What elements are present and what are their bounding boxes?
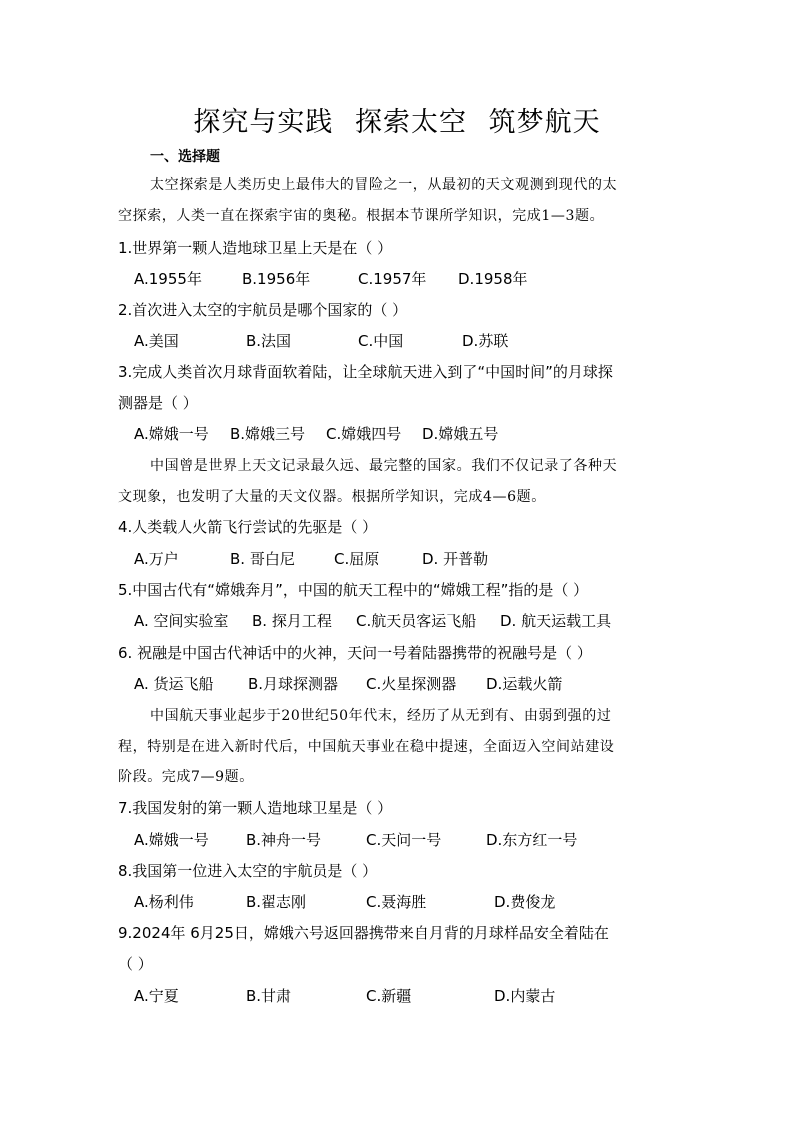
- option[interactable]: D.内蒙古: [494, 987, 556, 1005]
- question-5: 5.中国古代有“嫦娥奔月”，中国的航天工程中的“嫦娥工程”指的是（ ）: [118, 581, 589, 599]
- question-2: 2.首次进入太空的宇航员是哪个国家的（ ）: [118, 301, 408, 319]
- question-9-continued: （ ）: [118, 955, 153, 973]
- option[interactable]: B.甘肃: [246, 987, 292, 1005]
- option[interactable]: B. 探月工程: [252, 612, 332, 630]
- option[interactable]: A. 空间实验室: [134, 612, 229, 630]
- option[interactable]: B.嫦娥三号: [230, 425, 306, 443]
- intro-text: 中国航天事业起步于20世纪50年代末，经历了从无到有、由弱到强的过: [150, 708, 612, 724]
- title-part-2: 探索太空: [355, 107, 467, 138]
- option[interactable]: D.苏联: [462, 332, 509, 350]
- intro-text: 程，特别是在进入新时代后，中国航天事业在稳中提速，全面迈入空间站建设: [118, 739, 615, 755]
- option[interactable]: B.月球探测器: [248, 675, 339, 693]
- intro-text: 太空探索是人类历史上最伟大的冒险之一，从最初的天文观测到现代的太: [150, 177, 618, 193]
- option[interactable]: D.嫦娥五号: [422, 425, 499, 443]
- question-7: 7.我国发射的第一颗人造地球卫星是（ ）: [118, 799, 393, 817]
- question-3: 3.完成人类首次月球背面软着陆，让全球航天进入到了“中国时间”的月球探: [118, 363, 613, 381]
- intro-text: 阶段。完成7—9题。: [118, 769, 254, 785]
- option[interactable]: D.1958年: [458, 270, 528, 288]
- section-heading: 一、选择题: [150, 149, 220, 165]
- intro-text: 空探索，人类一直在探索宇宙的奥秘。根据本节课所学知识，完成1—3题。: [118, 208, 605, 224]
- option[interactable]: A.杨利伟: [134, 893, 194, 911]
- option[interactable]: D. 航天运载工具: [500, 612, 612, 630]
- option[interactable]: D.运载火箭: [486, 675, 563, 693]
- question-1: 1.世界第一颗人造地球卫星上天是在（ ）: [118, 239, 393, 257]
- option[interactable]: D.东方红一号: [486, 831, 578, 849]
- option[interactable]: A. 货运飞船: [134, 675, 214, 693]
- option[interactable]: C.天问一号: [366, 831, 442, 849]
- option[interactable]: A.万户: [134, 550, 179, 568]
- option[interactable]: B. 哥白尼: [230, 550, 295, 568]
- option[interactable]: C.聂海胜: [366, 893, 427, 911]
- option[interactable]: C.屈原: [334, 550, 380, 568]
- option[interactable]: B.法国: [246, 332, 292, 350]
- question-6: 6. 祝融是中国古代神话中的火神，天问一号着陆器携带的祝融号是（ ）: [118, 644, 592, 662]
- intro-text: 文现象，也发明了大量的天文仪器。根据所学知识，完成4—6题。: [118, 489, 546, 505]
- question-9: 9.2024年 6月25日，嫦娥六号返回器携带来自月背的月球样品安全着陆在: [118, 924, 609, 942]
- option[interactable]: C.新疆: [366, 987, 412, 1005]
- question-4: 4.人类载人火箭飞行尝试的先驱是（ ）: [118, 518, 378, 536]
- page-title: [0, 100, 794, 139]
- question-8: 8.我国第一位进入太空的宇航员是（ ）: [118, 862, 378, 880]
- option[interactable]: A.嫦娥一号: [134, 831, 209, 849]
- option[interactable]: D. 开普勒: [422, 550, 489, 568]
- title-part-3: 筑梦航天: [488, 107, 601, 138]
- option[interactable]: C.中国: [358, 332, 404, 350]
- option[interactable]: A.1955年: [134, 270, 202, 288]
- option[interactable]: C.1957年: [358, 270, 427, 288]
- option[interactable]: B.翟志刚: [246, 893, 307, 911]
- option[interactable]: C.火星探测器: [366, 675, 457, 693]
- option[interactable]: B.1956年: [242, 270, 311, 288]
- option[interactable]: D.费俊龙: [494, 893, 556, 911]
- option[interactable]: C.嫦娥四号: [326, 425, 402, 443]
- title-part-1: 探究与实践: [193, 107, 334, 138]
- option[interactable]: A.美国: [134, 332, 179, 350]
- option[interactable]: A.宁夏: [134, 987, 179, 1005]
- option[interactable]: C.航天员客运飞船: [356, 612, 477, 630]
- intro-text: 中国曾是世界上天文记录最久远、最完整的国家。我们不仅记录了各种天: [150, 458, 618, 474]
- question-3-continued: 测器是（ ）: [118, 394, 198, 412]
- option[interactable]: B.神舟一号: [246, 831, 322, 849]
- option[interactable]: A.嫦娥一号: [134, 425, 209, 443]
